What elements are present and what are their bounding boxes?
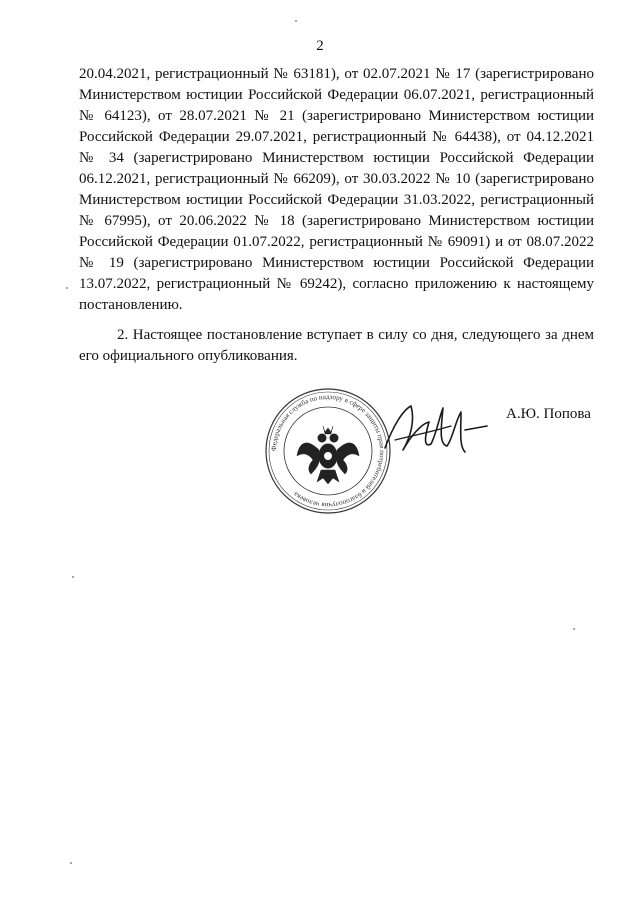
text-line: Российской Федерации 01.07.2022, регистрационный № 69091) и от 08.07.2022 <box>79 234 594 250</box>
page-number: 2 <box>316 38 324 54</box>
paragraph-1 <box>79 64 594 316</box>
document-body <box>79 64 594 367</box>
paragraph-2 <box>79 325 594 367</box>
text-line: № 19 (зарегистрировано Министерством юстиции Российской Федерации <box>79 255 594 271</box>
text-line: 2. Настоящее постановление вступает в силу со дня, следующего за днем <box>117 327 594 343</box>
text-line: 13.07.2022, регистрационный № 69242), согласно приложению к настоящему <box>79 276 594 292</box>
text-line: № 64123), от 28.07.2021 № 21 (зарегистрировано Министерством юстиции <box>79 108 594 124</box>
scan-speck <box>70 862 72 864</box>
text-line: его официального опубликования. <box>79 348 298 364</box>
handwritten-signature <box>381 396 491 466</box>
signer-name: А.Ю. Попова <box>506 406 591 422</box>
scan-speck <box>573 628 575 630</box>
text-line: Министерством юстиции Российской Федерации 06.07.2021, регистрационный <box>79 87 594 103</box>
scan-speck <box>66 287 68 289</box>
seal-text: Федеральная служба по надзору в сфере защиты прав потребителей и благополучия человека <box>269 392 387 510</box>
text-line: Министерством юстиции Российской Федерации 31.03.2022, регистрационный <box>79 192 594 208</box>
scan-speck <box>295 20 297 22</box>
text-line: 20.04.2021, регистрационный № 63181), от 02.07.2021 № 17 (зарегистрировано <box>79 66 594 82</box>
scan-speck <box>72 576 74 578</box>
text-line: постановлению. <box>79 297 183 313</box>
text-line: № 34 (зарегистрировано Министерством юстиции Российской Федерации <box>79 150 594 166</box>
text-line: Российской Федерации 29.07.2021, регистрационный № 64438), от 04.12.2021 <box>79 129 594 145</box>
text-line: № 67995), от 20.06.2022 № 18 (зарегистрировано Министерством юстиции <box>79 213 594 229</box>
official-seal <box>263 386 393 516</box>
signature-block <box>263 386 603 516</box>
text-line: 06.12.2021, регистрационный № 66209), от 30.03.2022 № 10 (зарегистрировано <box>79 171 594 187</box>
